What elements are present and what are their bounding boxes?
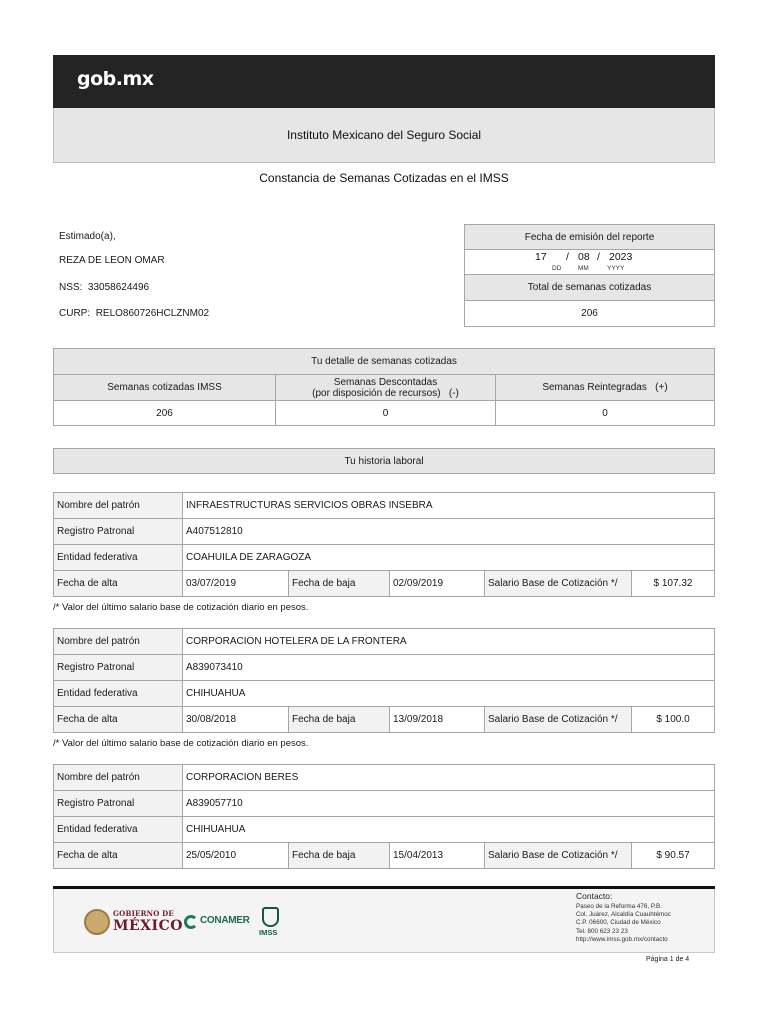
document-title: Constancia de Semanas Cotizadas en el IMSS	[259, 171, 509, 185]
job-table: Nombre del patrón CORPORACION HOTELERA DE LA FRONTERA Registro Patronal A839073410 Entidad federativa CHIHUAHUA Fecha de alta 30/08/2018 Fecha de baja 13/09/2018 Salario Base de Cotización */ $ 100.0	[53, 628, 715, 733]
employer-name: CORPORACION HOTELERA DE LA FRONTERA	[186, 636, 407, 647]
report-box	[464, 224, 715, 327]
employer-registry: A407512810	[186, 526, 243, 537]
contact-info: Contacto: Paseo de la Reforma 476, P.B. Col. Juárez, Alcaldía Cuauhtémoc C.P. 06600, Ciudad de México Tel. 800 623 23 23 http://www.imss.gob.mx/contacto	[576, 891, 716, 944]
employer-registry: A839073410	[186, 662, 243, 673]
report-month: 08	[578, 251, 590, 263]
curp-line: CURP: RELO860726HCLZNM02	[59, 308, 210, 319]
job-table: Nombre del patrón INFRAESTRUCTURAS SERVICIOS OBRAS INSEBRA Registro Patronal A407512810 Entidad federativa COAHUILA DE ZARAGOZA Fecha de alta 03/07/2019 Fecha de baja 02/09/2019 Salario Base de Cotización */ $ 107.32	[53, 492, 715, 597]
salary-value: $ 90.57	[656, 850, 690, 861]
report-day: 17	[535, 251, 547, 263]
employer-state: CHIHUAHUA	[186, 824, 246, 835]
header-bar	[53, 55, 715, 108]
job-table: Nombre del patrón CORPORACION BERES Registro Patronal A839057710 Entidad federativa CHIHUAHUA Fecha de alta 25/05/2010 Fecha de baja 15/04/2013 Salario Base de Cotización */ $ 90.57	[53, 764, 715, 869]
page-number: Página 1 de 4	[646, 956, 690, 963]
work-history-header: Tu historia laboral	[53, 448, 715, 474]
contact-phone: Tel. 800 623 23 23	[576, 927, 628, 935]
weeks-discounted-header: Semanas Descontadas (por disposición de recursos) (-)	[276, 375, 495, 400]
report-date-label: Fecha de emisión del reporte	[465, 225, 714, 249]
salary-value: $ 107.32	[653, 578, 693, 589]
salary-note: /* Valor del último salario base de cotización diario en pesos.	[53, 738, 309, 749]
total-weeks-label: Total de semanas cotizadas	[465, 275, 714, 300]
imss-logo: IMSS	[259, 907, 283, 939]
start-date: 30/08/2018	[186, 714, 237, 725]
contact-address: Paseo de la Reforma 476, P.B.	[576, 903, 662, 910]
recipient-name: REZA DE LEON OMAR	[59, 255, 165, 266]
nss-line: NSS: 33058624496	[59, 282, 150, 293]
salary-value: $ 100.0	[656, 714, 690, 725]
weeks-reinstated-header: Semanas Reintegradas (+)	[496, 375, 714, 400]
contact-colonia: Col. Juárez, Alcaldía Cuauhtémoc	[576, 911, 671, 919]
footer	[53, 889, 715, 953]
conamer-logo: CONAMER	[184, 913, 249, 933]
report-year: 2023	[609, 251, 633, 263]
total-weeks-value: 206	[581, 308, 598, 319]
weeks-discounted-value: 0	[382, 407, 389, 419]
institution-name: Instituto Mexicano del Seguro Social	[53, 108, 715, 163]
end-date: 02/09/2019	[393, 578, 444, 589]
start-date: 03/07/2019	[186, 578, 237, 589]
end-date: 13/09/2018	[393, 714, 444, 725]
employer-state: COAHUILA DE ZARAGOZA	[186, 552, 312, 563]
imss-shield-icon	[262, 907, 279, 927]
weeks-detail-table	[53, 348, 715, 426]
employer-name: INFRAESTRUCTURAS SERVICIOS OBRAS INSEBRA	[186, 500, 433, 511]
weeks-reinstated-value: 0	[602, 407, 608, 419]
employer-name: CORPORACION BERES	[186, 772, 299, 783]
gob-mx-logo: gob.mx	[77, 68, 154, 90]
contact-url[interactable]: http://www.imss.gob.mx/contacto	[576, 935, 668, 943]
weeks-detail-title: Tu detalle de semanas cotizadas	[54, 349, 714, 374]
weeks-imss-value: 206	[156, 407, 173, 419]
gobierno-de-mexico-logo: GOBIERNO DE MÉXICO	[84, 907, 174, 941]
end-date: 15/04/2013	[393, 850, 444, 861]
employer-state: CHIHUAHUA	[186, 688, 246, 699]
report-date: 17 / 08 / 2023 DD MM YYYY	[535, 251, 633, 272]
employer-registry: A839057710	[186, 798, 243, 809]
weeks-imss-header: Semanas cotizadas IMSS	[54, 375, 275, 400]
national-seal-icon	[84, 909, 110, 935]
greeting: Estimado(a),	[59, 231, 116, 242]
start-date: 25/05/2010	[186, 850, 237, 861]
conamer-mark-icon	[184, 915, 198, 929]
contact-cp: C.P. 06600, Ciudad de México	[576, 919, 661, 927]
salary-note: /* Valor del último salario base de cotización diario en pesos.	[53, 602, 309, 613]
